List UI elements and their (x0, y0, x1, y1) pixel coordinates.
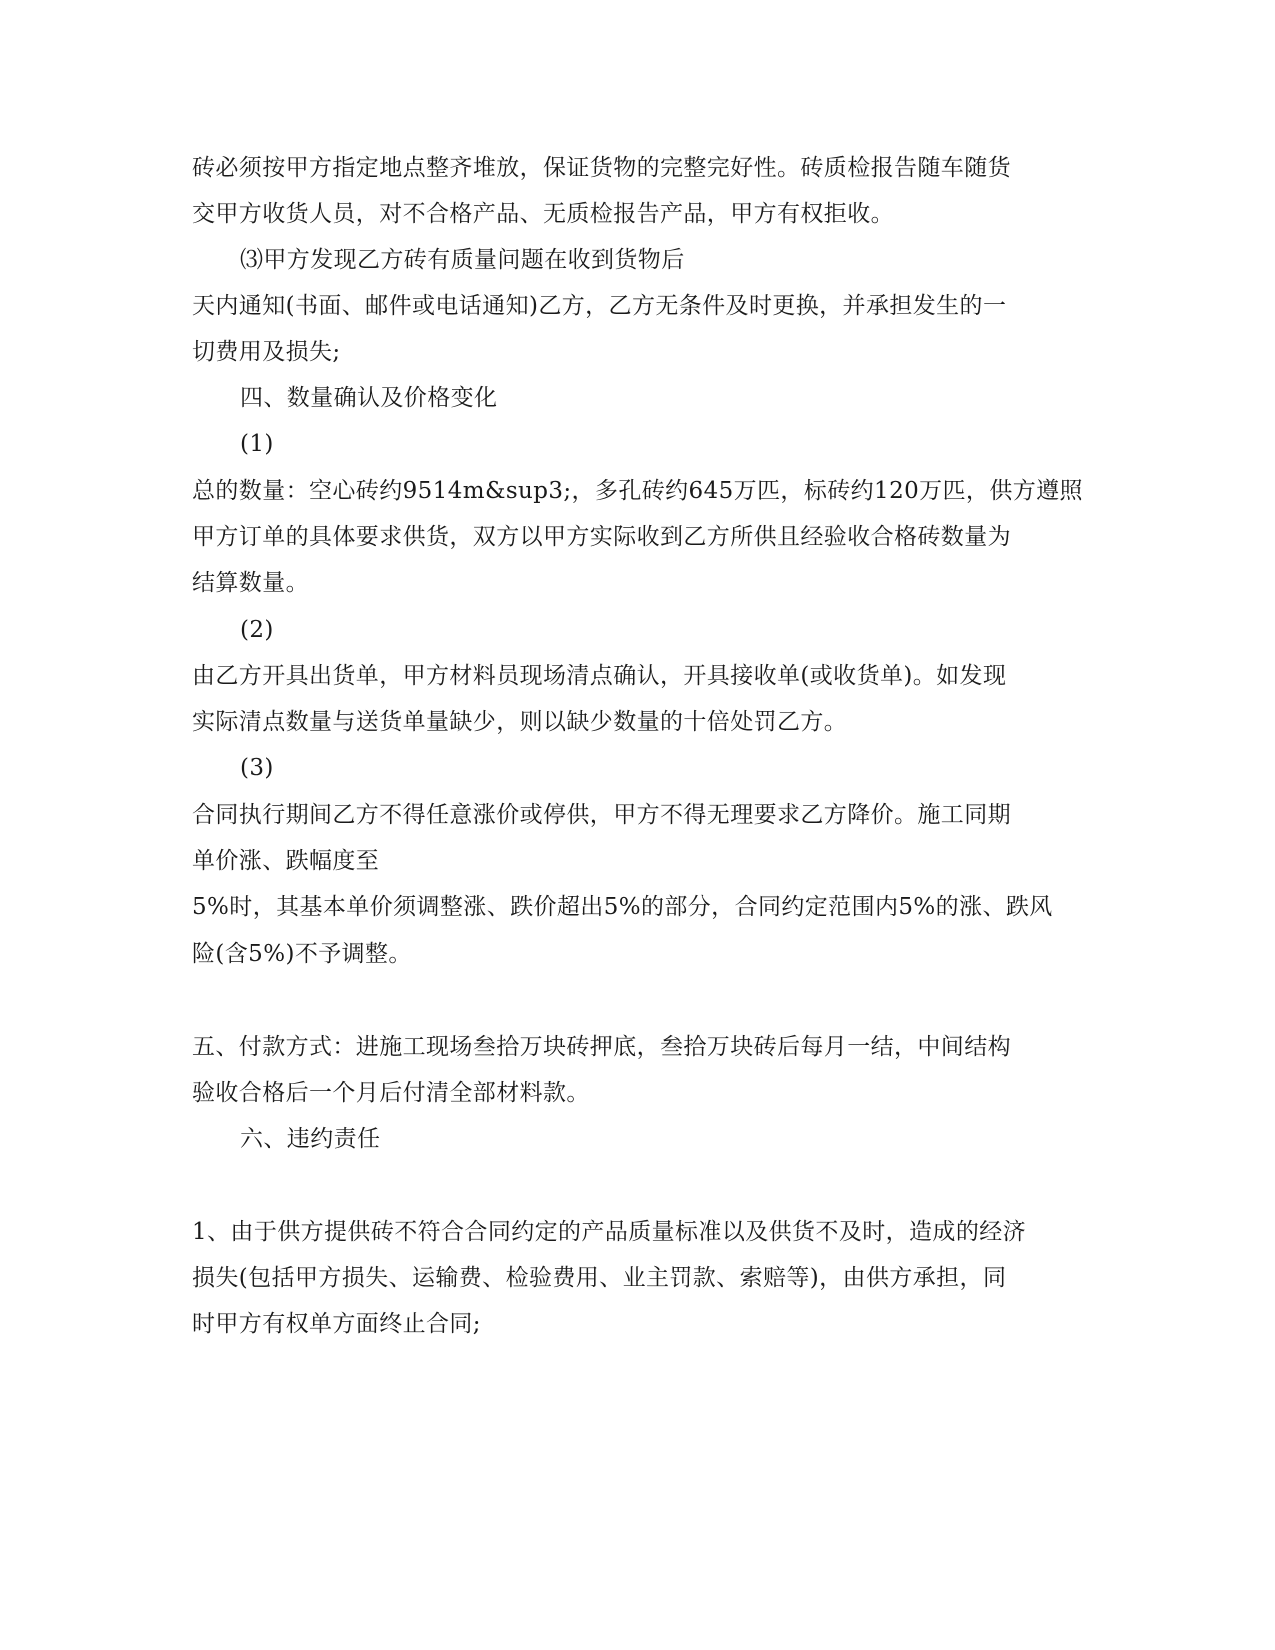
paragraph-line: 砖必须按甲方指定地点整齐堆放，保证货物的完整完好性。砖质检报告随车随货 (192, 155, 1011, 181)
paragraph-line: 合同执行期间乙方不得任意涨价或停供，甲方不得无理要求乙方降价。施工同期 (192, 802, 1011, 828)
paragraph-line: 时甲方有权单方面终止合同; (192, 1311, 481, 1337)
item-number: (2) (240, 617, 274, 643)
paragraph-line: 实际清点数量与送货单量缺少，则以缺少数量的十倍处罚乙方。 (192, 709, 848, 735)
paragraph-line: ⑶甲方发现乙方砖有质量问题在收到货物后 (240, 247, 685, 273)
item-number: (1) (240, 431, 274, 457)
paragraph-line: 交甲方收货人员，对不合格产品、无质检报告产品，甲方有权拒收。 (192, 201, 894, 227)
item-number: (3) (240, 755, 274, 781)
paragraph-line: 天内通知(书面、邮件或电话通知)乙方，乙方无条件及时更换，并承担发生的一 (192, 293, 1007, 319)
section-heading: 六、违约责任 (240, 1126, 381, 1152)
paragraph-line: 损失(包括甲方损失、运输费、检验费用、业主罚款、索赔等)，由供方承担，同 (192, 1265, 1007, 1291)
section-heading: 五、付款方式：进施工现场叁拾万块砖押底，叁拾万块砖后每月一结，中间结构 (192, 1034, 1011, 1060)
paragraph-line: 险(含5%)不予调整。 (192, 941, 412, 967)
paragraph-line: 结算数量。 (192, 570, 309, 596)
paragraph-line: 由乙方开具出货单，甲方材料员现场清点确认，开具接收单(或收货单)。如发现 (192, 663, 1007, 689)
paragraph-line: 切费用及损失; (192, 339, 341, 365)
paragraph-line: 5%时，其基本单价须调整涨、跌价超出5%的部分，合同约定范围内5%的涨、跌风 (192, 894, 1053, 920)
paragraph-line: 总的数量：空心砖约9514m&sup3;，多孔砖约645万匹，标砖约120万匹，供方遵照 (192, 478, 1083, 504)
section-heading: 四、数量确认及价格变化 (240, 385, 498, 411)
paragraph-line: 1、由于供方提供砖不符合合同约定的产品质量标准以及供货不及时，造成的经济 (192, 1219, 1027, 1245)
paragraph-line: 验收合格后一个月后付清全部材料款。 (192, 1080, 590, 1106)
paragraph-line: 单价涨、跌幅度至 (192, 848, 380, 874)
paragraph-line: 甲方订单的具体要求供货，双方以甲方实际收到乙方所供且经验收合格砖数量为 (192, 524, 1011, 550)
